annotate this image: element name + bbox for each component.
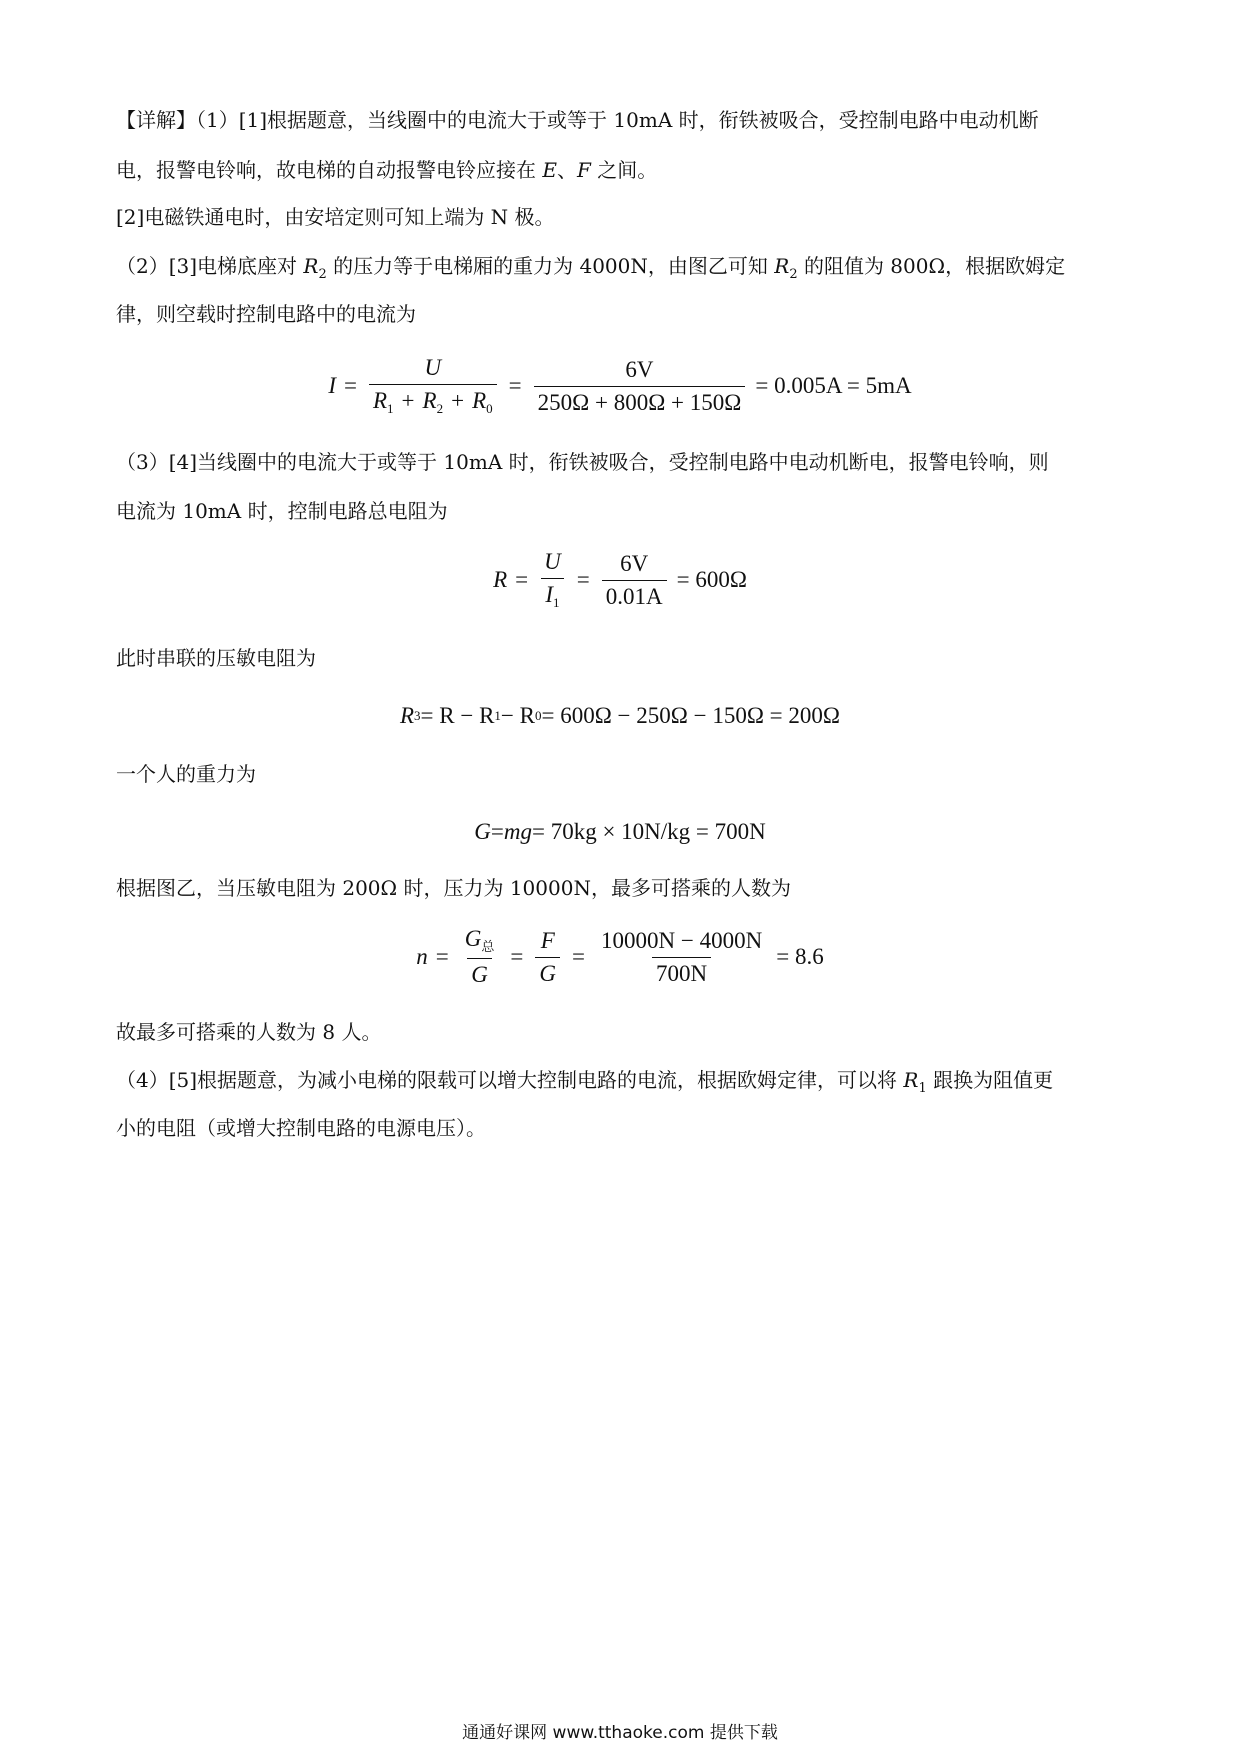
fraction [540, 549, 565, 611]
eq-sign: = [435, 944, 449, 969]
numerator: U [424, 355, 442, 380]
equation-3 [0, 696, 1240, 736]
var-g: G [464, 926, 482, 951]
numerator: 6V [620, 550, 649, 576]
eq-lhs: R [493, 567, 508, 592]
eq-lhs: I [328, 373, 336, 398]
plus: + [451, 388, 465, 413]
para-8-line-1 [116, 1068, 1128, 1101]
eq-sign: = [490, 819, 504, 844]
para-1-line-2 [116, 158, 1128, 182]
footer-watermark: 通通好课网 www.tthaoke.com 提供下载 [462, 1723, 778, 1743]
var-n: n [416, 944, 428, 969]
subscript: 0 [486, 401, 493, 416]
para-7-line-1 [116, 1020, 1128, 1044]
text: 的阻值为 800Ω，根据欧姆定 [797, 254, 1066, 278]
fraction [369, 355, 497, 417]
eq-sign: = [344, 373, 357, 398]
plus: + [401, 388, 415, 413]
text: 律，则空载时控制电路中的电流为 [116, 302, 416, 326]
subscript: 总 [481, 940, 495, 955]
var-r: R [422, 388, 437, 413]
equation-5 [0, 924, 1240, 990]
var-r: R [303, 254, 319, 278]
para-2-line-1 [116, 254, 1128, 287]
numerator: U [544, 549, 561, 574]
subscript: 3 [414, 708, 421, 723]
var-r: R [774, 254, 790, 278]
eq-rhs: = 0.005A = 5mA [755, 373, 912, 398]
subscript: 2 [436, 401, 444, 416]
text: （4）[5]根据题意，为减小电梯的限载可以增大控制电路的电流，根据欧姆定律，可以将 [116, 1068, 904, 1092]
fraction [602, 551, 667, 610]
denominator [369, 384, 497, 417]
para-5-line-1 [116, 762, 1128, 786]
para-8-line-2 [116, 1116, 1128, 1140]
equation-4 [0, 812, 1240, 852]
text: 根据图乙，当压敏电阻为 200Ω 时，压力为 10000N，最多可搭乘的人数为 [116, 876, 791, 900]
text: 【详解】（1）[1]根据题意，当线圈中的电流大于或等于 10mA 时，衔铁被吸合，受控制电路中电动机断 [116, 108, 1039, 132]
fraction [461, 926, 499, 988]
subscript: 1 [494, 708, 501, 723]
denominator: 250Ω + 800Ω + 150Ω [534, 386, 746, 416]
fraction [597, 928, 766, 987]
text: 电流为 10mA 时，控制电路总电阻为 [116, 499, 448, 523]
denominator [541, 578, 563, 611]
text: 跟换为阻值更 [926, 1068, 1054, 1092]
eq-sign: = [576, 567, 590, 592]
equation-2 [0, 548, 1240, 612]
fraction [534, 357, 746, 416]
text: 之间。 [590, 158, 658, 182]
text: [2]电磁铁通电时，由安培定则可知上端为 N 极。 [116, 205, 555, 229]
var-r: R [472, 388, 487, 413]
para-1-line-1 [116, 108, 1128, 132]
eq-sign: = [508, 373, 522, 398]
text: （2）[3]电梯底座对 [116, 254, 304, 278]
para-1-line-3 [116, 205, 1128, 229]
var-r: R [903, 1068, 919, 1092]
eq-sign: = [510, 944, 524, 969]
numerator: 10000N − 4000N [601, 927, 763, 953]
denominator: G [467, 958, 492, 988]
subscript: 1 [387, 401, 394, 416]
text: 、 [556, 158, 577, 182]
denominator: G [535, 957, 560, 987]
var-i: I [545, 582, 553, 607]
para-6-line-1 [116, 876, 1128, 900]
subscript: 0 [534, 708, 542, 723]
numerator [461, 926, 499, 958]
eq-sign: = [572, 944, 586, 969]
eq-sign: = [515, 567, 529, 592]
var-mg: mg [503, 819, 532, 844]
var-g: G [474, 819, 491, 844]
text: 的压力等于电梯厢的重力为 4000N，由图乙可知 [326, 254, 775, 278]
eq-rhs: = 70kg × 10N/kg = 700N [531, 819, 766, 844]
var-r: R [399, 703, 415, 728]
text: 此时串联的压敏电阻为 [116, 646, 316, 670]
subscript: 2 [789, 267, 798, 282]
para-2-line-2 [116, 302, 1128, 326]
eq-rhs: = 600Ω − 250Ω − 150Ω = 200Ω [541, 703, 840, 728]
subscript: 1 [553, 595, 560, 610]
denominator: 0.01A [602, 580, 667, 610]
para-3-line-2 [116, 499, 1128, 523]
var-f: F [576, 158, 591, 182]
var-e: E [542, 158, 557, 182]
subscript: 2 [318, 267, 327, 282]
text: 故最多可搭乘的人数为 8 人。 [116, 1020, 382, 1044]
para-4-line-1 [116, 646, 1128, 670]
numerator: F [540, 927, 555, 953]
denominator: 700N [652, 957, 711, 987]
text: 电，报警电铃响，故电梯的自动报警电铃应接在 [116, 158, 543, 182]
equation-1 [0, 354, 1240, 418]
eq-rhs: = 8.6 [776, 944, 824, 969]
eq-text: − R [500, 703, 535, 728]
subscript: 1 [918, 1081, 927, 1096]
numerator: 6V [625, 356, 654, 382]
var-r: R [372, 388, 388, 413]
eq-text: = R − R [420, 703, 495, 728]
text: 一个人的重力为 [116, 762, 256, 786]
eq-rhs: = 600Ω [676, 567, 747, 592]
text: （3）[4]当线圈中的电流大于或等于 10mA 时，衔铁被吸合，受控制电路中电动机断电，报警电铃响，则 [116, 450, 1049, 474]
fraction [535, 928, 560, 987]
text: 小的电阻（或增大控制电路的电源电压）。 [116, 1116, 486, 1140]
para-3-line-1 [116, 450, 1128, 474]
